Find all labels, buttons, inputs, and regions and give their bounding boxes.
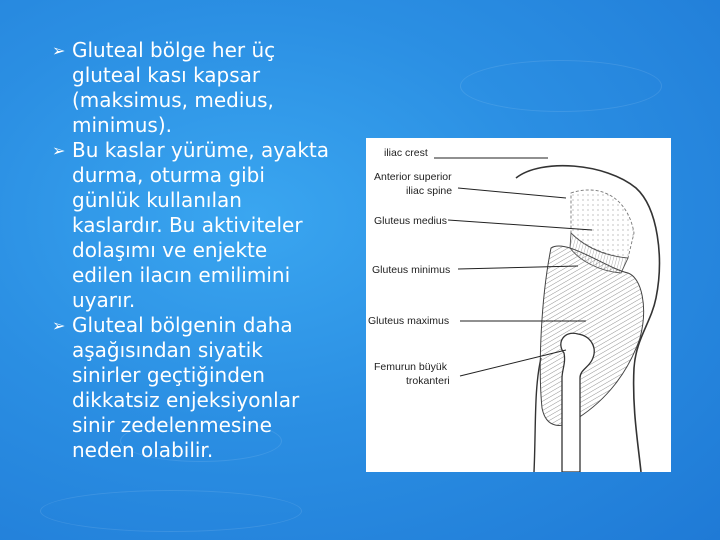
bullet-line: minimus).	[72, 113, 173, 137]
bullet-line: Gluteal bölge her üç	[72, 38, 276, 62]
bullet-line: Gluteal bölgenin daha	[72, 313, 293, 337]
label-femur-line2: trokanteri	[406, 375, 450, 387]
bullet-line: sinirler geçtiğinden	[72, 363, 265, 387]
label-gluteus-medius: Gluteus medius	[374, 215, 447, 227]
bullet-item	[52, 38, 357, 138]
label-iliac-crest: iliac crest	[384, 147, 428, 159]
bullet-line: dikkatsiz enjeksiyonlar	[72, 388, 300, 412]
bullet-list	[52, 38, 357, 463]
background-ripple	[40, 490, 302, 532]
bullet-line: Bu kaslar yürüme, ayakta	[72, 138, 329, 162]
label-gluteus-maximus: Gluteus maximus	[368, 315, 450, 327]
bullet-item	[52, 138, 357, 313]
bullet-line: sinir zedelenmesine	[72, 413, 272, 437]
gluteal-anatomy-figure	[366, 138, 671, 472]
label-asis-line2: iliac spine	[406, 185, 453, 197]
background-ripple	[460, 60, 662, 112]
bullet-item	[52, 313, 357, 463]
bullet-line: uyarır.	[72, 288, 136, 312]
label-gluteus-minimus: Gluteus minimus	[372, 264, 451, 276]
bullet-line: aşağısından siyatik	[72, 338, 263, 362]
bullet-line: edilen ilacın emilimini	[72, 263, 291, 287]
label-femur-line1: Femurun büyük	[374, 361, 447, 373]
bullet-line: neden olabilir.	[72, 438, 214, 462]
label-asis-line1: Anterior superior	[374, 171, 452, 183]
bullet-arrow-icon: ➢	[52, 316, 66, 335]
bullet-line: (maksimus, medius,	[72, 88, 274, 112]
gluteus-maximus-region	[540, 246, 643, 425]
bullet-arrow-icon: ➢	[52, 41, 66, 60]
bullet-line: durma, oturma gibi	[72, 163, 265, 187]
bullet-line: kaslardır. Bu aktiviteler	[72, 213, 303, 237]
bullet-arrow-icon: ➢	[52, 141, 66, 160]
bullet-line: gluteal kası kapsar	[72, 63, 261, 87]
gluteal-anatomy-drawing	[366, 138, 671, 472]
bullet-line: dolaşımı ve enjekte	[72, 238, 268, 262]
bullet-line: günlük kullanılan	[72, 188, 242, 212]
